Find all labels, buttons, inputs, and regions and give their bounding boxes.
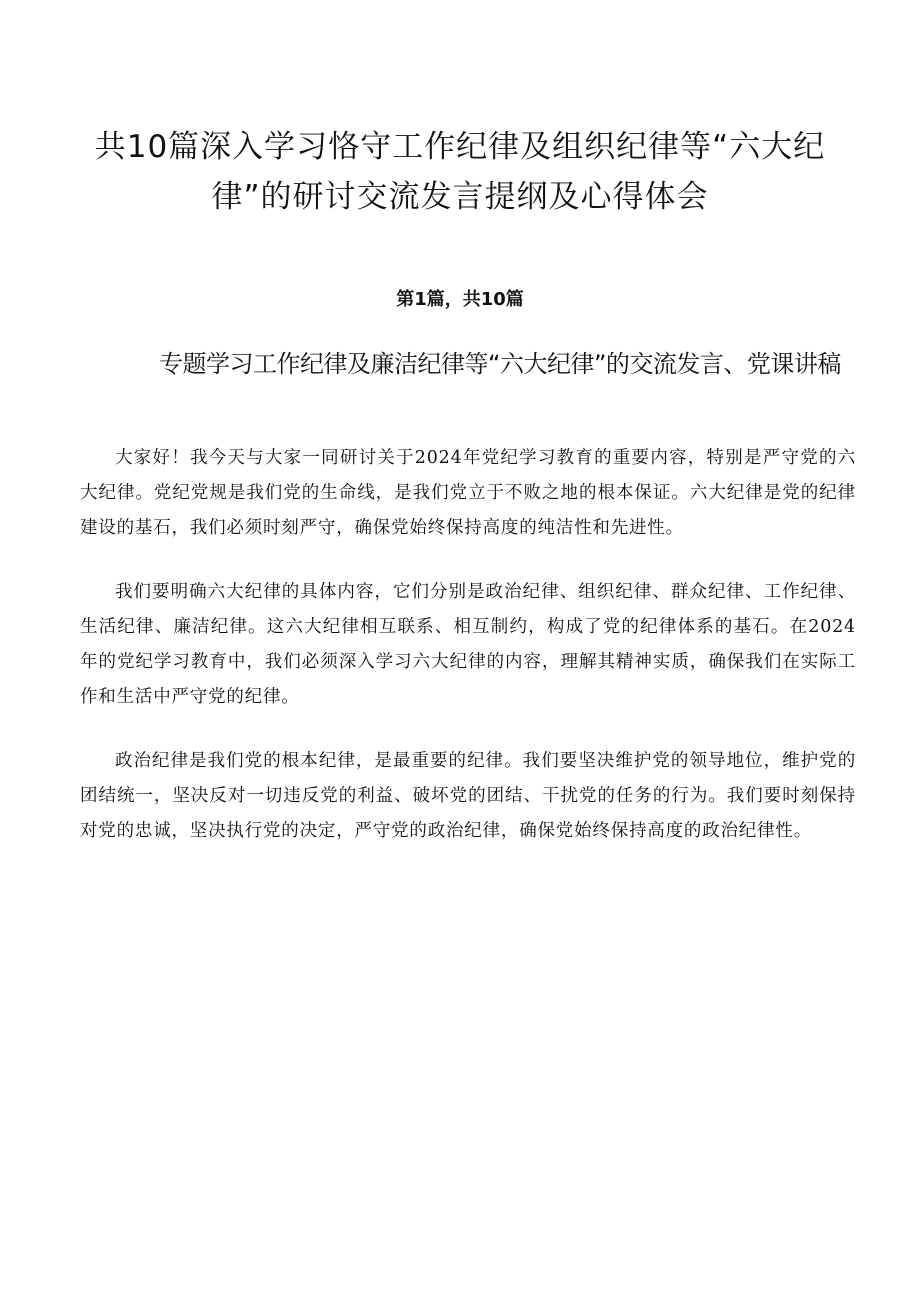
paragraph: 政治纪律是我们党的根本纪律，是最重要的纪律。我们要坚决维护党的领导地位，维护党的团结统一，坚决反对一切违反党的利益、破坏党的团结、干扰党的任务的行为。我们要时刻保持对党的忠诚，坚决执行党的决定，严守党的政治纪律，确保党始终保持高度的政治纪律性。 [80,751,856,841]
paragraph: 大家好！我今天与大家一同研讨关于2024年党纪学习教育的重要内容，特别是严守党的六大纪律。党纪党规是我们党的生命线，是我们党立于不败之地的根本保证。六大纪律是党的纪律建设的基石，我们必须时刻严守，确保党始终保持高度的纯洁性和先进性。 [80,448,856,538]
paragraph: 我们要明确六大纪律的具体内容，它们分别是政治纪律、组织纪律、群众纪律、工作纪律、生活纪律、廉洁纪律。这六大纪律相互联系、相互制约，构成了党的纪律体系的基石。在2024年的党纪学习教育中，我们必须深入学习六大纪律的内容，理解其精神实质，确保我们在实际工作和生活中严守党的纪律。 [80,582,856,707]
part-label: 第1篇，共10篇 [396,289,524,310]
section-title: 专题学习工作纪律及廉洁纪律等“六大纪律”的交流发言、党课讲稿 [159,350,841,378]
document-title: 共10篇深入学习恪守工作纪律及组织纪律等“六大纪律”的研讨交流发言提纲及心得体会 [94,129,826,215]
document-body [80,441,856,878]
